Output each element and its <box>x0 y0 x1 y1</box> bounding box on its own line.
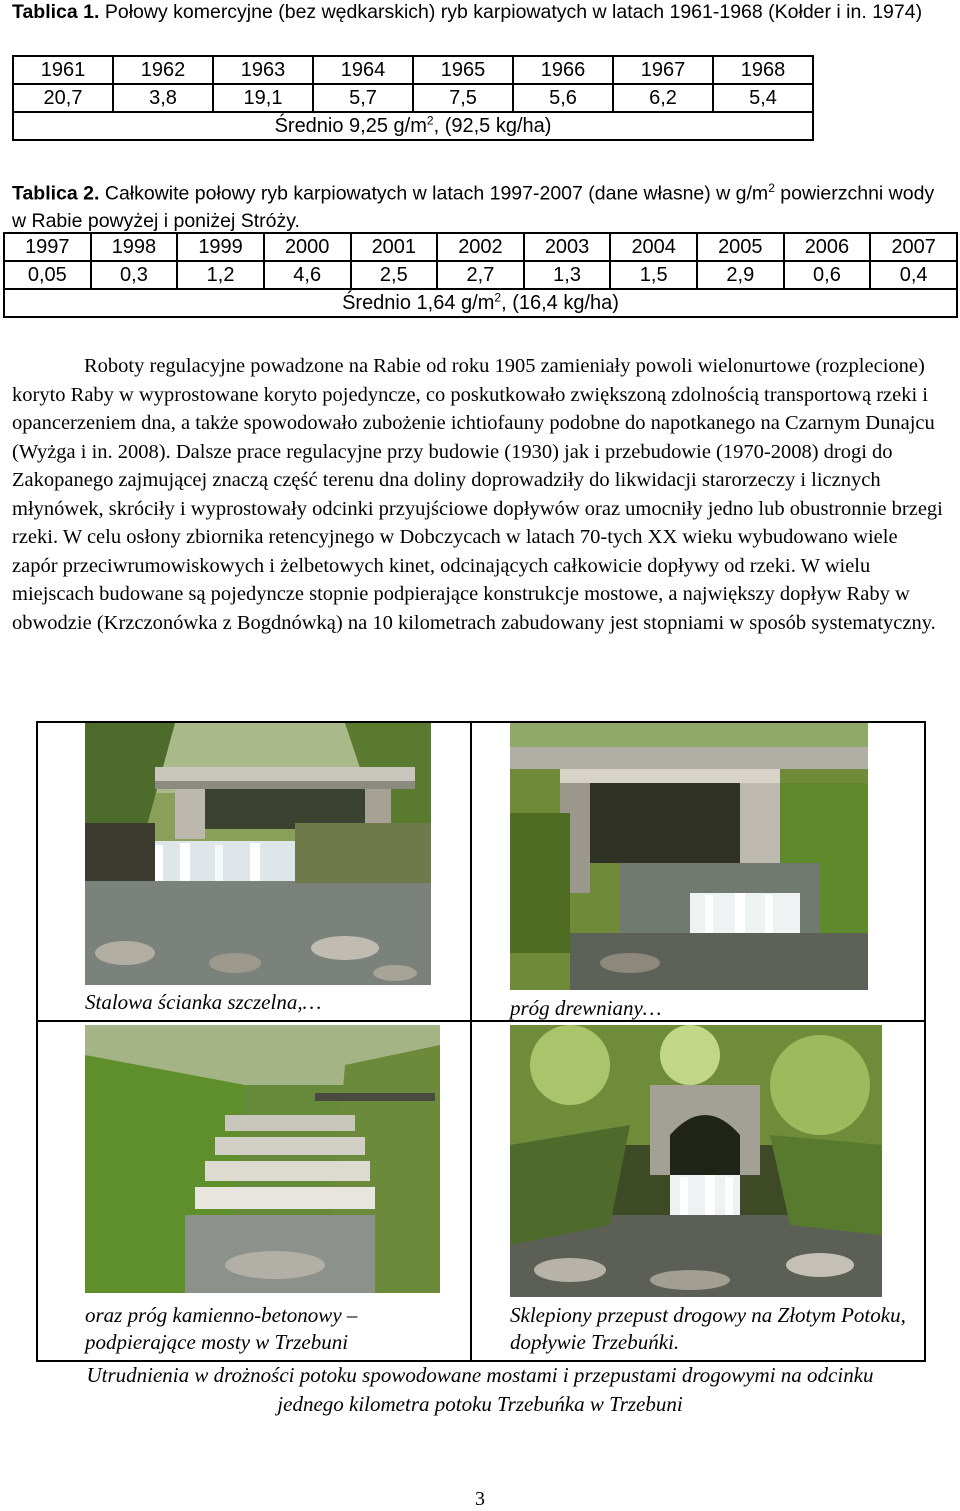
table2-average-sup: 2 <box>494 290 502 305</box>
table1-year-cell: 1962 <box>113 56 213 84</box>
table2-caption-sup: 2 <box>768 181 775 195</box>
body-paragraph-text: Roboty regulacyjne powadzone na Rabie od roku 1905 zamieniały powoli wielonurtowe (rozplecione) koryto Raby w wyprostowane koryto pojedyncze, co poskutkowało zwiększoną zdolnością transportową rzeki i opancerzeniem dna, a także spowodowało zubożenie ichtiofauny podobne do napotkanego na Czarnym Dunajcu (Wyżga i in. 2008). Dalsze prace regulacyjne przy budowie (1930) jak i przebudowie (1970-2008) drogi do Zakopanego zajmującej znaczą część terenu dna doliny doprowadziły do likwidacji starorzeczy i licznych młynówek, skróciły i wyprostowały odcinki przyujściowe dopływów oraz umocniły jedno lub obustronnie brzegi rzeki. W celu osłony zbiornika retencyjnego w Dobczycach w latach 70-tych XX wieku wybudowano wiele zapór przeciwrumowiskowych i żelbetowych kinet, odcinających całkowicie dopływy od rzeki. W wielu miejscach budowane są pojedyncze stopnie podpierające konstrukcje mostowe, a największy dopływ Raby w obwodzie (Krzczonówka z Bogdnówką) na 10 kilometrach zabudowany jest stopniami w sposób systematyczny. <box>12 355 943 634</box>
photo-wooden-sill-caption: próg drewniany… <box>510 996 662 1020</box>
table1-value-cell: 6,2 <box>613 84 713 112</box>
table2-values-row <box>4 261 957 289</box>
table2-year-cell: 2005 <box>697 233 784 261</box>
table1 <box>12 55 814 141</box>
table2-value-cell: 1,2 <box>177 261 264 289</box>
table1-years-row <box>13 56 813 84</box>
table1-year-cell: 1964 <box>313 56 413 84</box>
photo-stone-concrete-sill-caption: oraz próg kamienno-betonowy – podpierające mosty w Trzebuni <box>85 1303 358 1354</box>
table2-value-cell: 0,6 <box>784 261 871 289</box>
table1-average-prefix: Średnio 9,25 g/m <box>274 115 427 137</box>
table2-year-cell: 2001 <box>351 233 438 261</box>
table1-caption-text: Połowy komercyjne (bez wędkarskich) ryb karpiowatych w latach 1961-1968 (Kołder i in. 1974) <box>99 1 923 23</box>
photo-stone-concrete-sill <box>85 1025 440 1293</box>
table2-year-cell: 1999 <box>177 233 264 261</box>
table2 <box>3 232 958 318</box>
table2-average-suffix: , (16,4 kg/ha) <box>501 292 619 314</box>
table2-year-cell: 1998 <box>91 233 178 261</box>
table2-year-cell: 2003 <box>524 233 611 261</box>
photo-steel-sheet-weir-caption: Stalowa ścianka szczelna,… <box>85 990 322 1014</box>
table1-values-row <box>13 84 813 112</box>
table1-average-sup: 2 <box>426 113 434 128</box>
table1-value-cell: 5,7 <box>313 84 413 112</box>
table1-value-cell: 5,6 <box>513 84 613 112</box>
photo-wooden-sill-image <box>510 723 868 990</box>
table1-year-cell: 1961 <box>13 56 113 84</box>
table2-average-row <box>4 289 957 317</box>
table2-value-cell: 0,3 <box>91 261 178 289</box>
photo-grid <box>36 721 926 1362</box>
table2-label: Tablica 2. <box>12 182 100 205</box>
table2-caption-text-b: powierzchni wody w Rabie powyżej i poniżej Stróży. <box>12 182 935 232</box>
table2-value-cell: 4,6 <box>264 261 351 289</box>
table2-caption-text-a: Całkowite połowy ryb karpiowatych w latach 1997-2007 (dane własne) w g/m <box>99 182 769 205</box>
table1-average-row <box>13 112 813 140</box>
table2-average-prefix: Średnio 1,64 g/m <box>342 292 495 314</box>
table1-value-cell: 3,8 <box>113 84 213 112</box>
photo-vaulted-culvert-image <box>510 1025 882 1297</box>
page-number: 3 <box>475 1488 485 1510</box>
table1-average-cell <box>13 112 813 140</box>
table2-value-cell: 0,4 <box>870 261 957 289</box>
photo-stone-concrete-sill-image <box>85 1025 440 1293</box>
table1-year-cell: 1965 <box>413 56 513 84</box>
table2-average-cell <box>4 289 957 317</box>
table2-value-cell: 0,05 <box>4 261 91 289</box>
table2-year-cell: 2006 <box>784 233 871 261</box>
table2-caption <box>12 175 952 235</box>
table1-caption <box>12 0 952 26</box>
table2-year-cell: 2004 <box>610 233 697 261</box>
table1-year-cell: 1966 <box>513 56 613 84</box>
table2-value-cell: 2,5 <box>351 261 438 289</box>
table2-year-cell: 2007 <box>870 233 957 261</box>
figure-caption: Utrudnienia w drożności potoku spowodowane mostami i przepustami drogowymi na odcinku jednego kilometra potoku Trzebuńka w Trzebuni <box>86 1363 874 1416</box>
table2-year-cell: 1997 <box>4 233 91 261</box>
table1-average-suffix: , (92,5 kg/ha) <box>433 115 552 137</box>
table2-value-cell: 2,9 <box>697 261 784 289</box>
table2-value-cell: 1,3 <box>524 261 611 289</box>
table2-value-cell: 2,7 <box>437 261 524 289</box>
photo-vaulted-culvert-caption: Sklepiony przepust drogowy na Złotym Potoku, dopływie Trzebuńki. <box>510 1303 906 1354</box>
table1-value-cell: 20,7 <box>13 84 113 112</box>
body-paragraph <box>12 352 946 637</box>
table2-value-cell: 1,5 <box>610 261 697 289</box>
table1-year-cell: 1968 <box>713 56 813 84</box>
table1-label: Tablica 1. <box>12 1 100 23</box>
table2-year-cell: 2000 <box>264 233 351 261</box>
photo-steel-sheet-weir-image <box>85 723 431 985</box>
table1-value-cell: 7,5 <box>413 84 513 112</box>
table2-year-cell: 2002 <box>437 233 524 261</box>
table1-value-cell: 5,4 <box>713 84 813 112</box>
table2-years-row <box>4 233 957 261</box>
photo-vaulted-culvert <box>510 1025 882 1297</box>
table1-year-cell: 1967 <box>613 56 713 84</box>
photo-wooden-sill <box>510 723 868 990</box>
table1-year-cell: 1963 <box>213 56 313 84</box>
photo-steel-sheet-weir <box>85 723 431 985</box>
table1-value-cell: 19,1 <box>213 84 313 112</box>
